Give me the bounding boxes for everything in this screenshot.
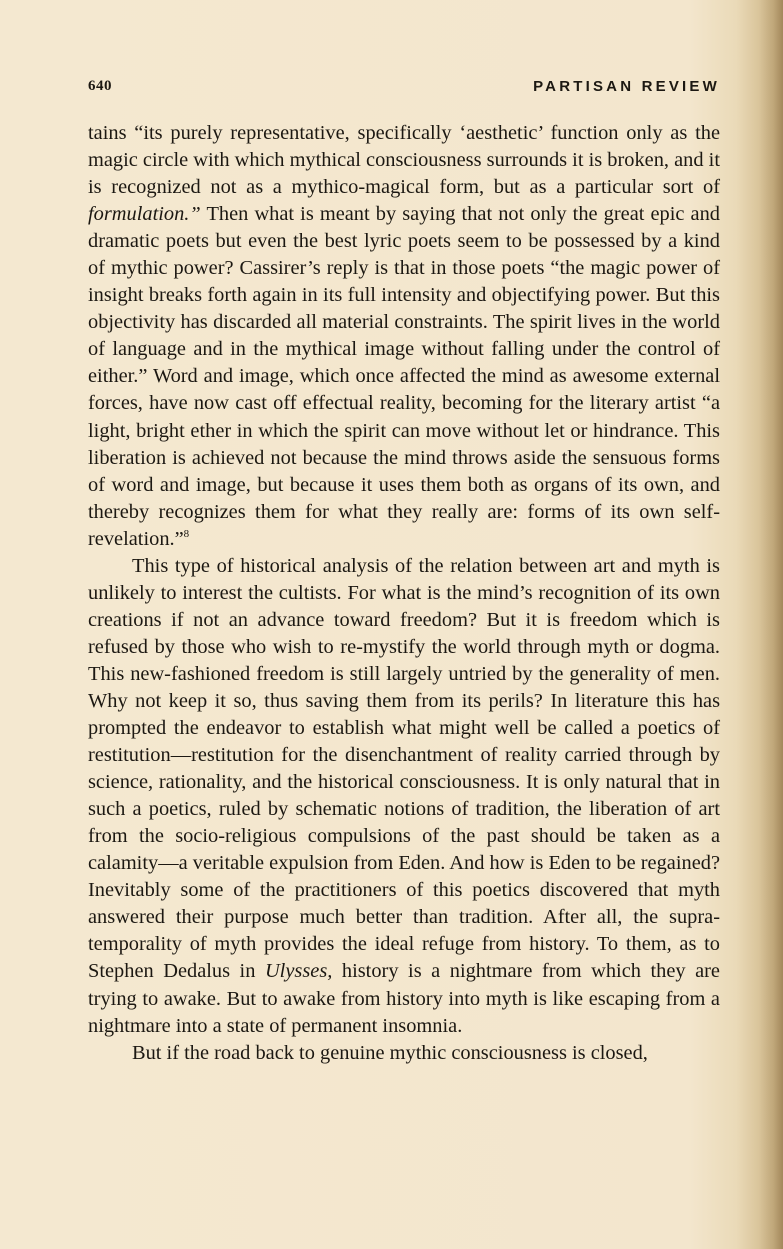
paragraph-1-text-continued: Then what is meant by saying that not only the great epic and dramatic poets but even the best lyric poets seem to be possessed by a kind of mythic power? Cassirer’s reply is that in those poets “the magic power of insight breaks forth again in its full intensity and objectifying power. But this objectivity has discarded all material constraints. The spirit lives in the world of language and in the mythical image without falling under the control of either.” Word and image, which once affected the mind as awesome external forces, have now cast off effectual reality, becoming for the literary artist “a light, bright ether in which the spirit can move without let or hindrance. This liberation is achieved not because the mind throws aside the sensuous forms of word and image, but because it uses them both as organs of its own, and thereby recognizes them for what they really are: forms of its own self-revelation.” — [88, 203, 720, 550]
footnote-marker: 8 — [183, 527, 190, 540]
paragraph-1-text: tains “its purely representative, specifically ‘aesthetic’ function only as the magic circle with which mythical consciousness surrounds it is broken, and it is recognized not as a mythico-magical form, but as a particular sort of — [88, 122, 720, 199]
paragraph-2-emphasis: Ulysses, — [264, 960, 333, 983]
running-title: PARTISAN REVIEW — [533, 78, 720, 95]
paragraph-3-text: But if the road back to genuine mythic consciousness is closed, — [132, 1041, 648, 1064]
paragraph-3 — [88, 1040, 720, 1067]
paragraph-2 — [88, 553, 720, 1040]
paragraph-1 — [88, 120, 720, 553]
page-header — [88, 78, 720, 102]
paragraph-2-text: This type of historical analysis of the relation between art and myth is unlikely to interest the cultists. For what is the mind’s recognition of its own creations if not an advance toward freedom? But it is freedom which is refused by those who wish to re-mystify the world through myth or dogma. This new-fashioned freedom is still largely untried by the generality of men. Why not keep it so, thus saving them from its perils? In literature this has prompted the endeavor to establish what might well be called a poetics of restitution—restitution for the disenchantment of reality carried through by science, rationality, and the historical consciousness. It is only natural that in such a poetics, ruled by schematic notions of tradition, the liberation of art from the socio-religious compulsions of the past should be taken as a calamity—a veritable expulsion from Eden. And how is Eden to be regained? Inevitably some of the practitioners of this poetics discovered that myth answered their purpose much better than tradition. After all, the supra-temporality of myth provides the ideal refuge from history. To them, as to Stephen Dedalus in — [88, 554, 720, 983]
paragraph-1-emphasis: formulation.” — [88, 203, 201, 226]
page-number: 640 — [88, 78, 112, 94]
paragraph-2-text-continued: history is a nightmare from which they are trying to awake. But to awake from history into myth is like escaping from a nightmare into a state of permanent insomnia. — [88, 960, 720, 1037]
body-text — [88, 120, 720, 1067]
page-spine-shadow — [759, 0, 783, 1249]
